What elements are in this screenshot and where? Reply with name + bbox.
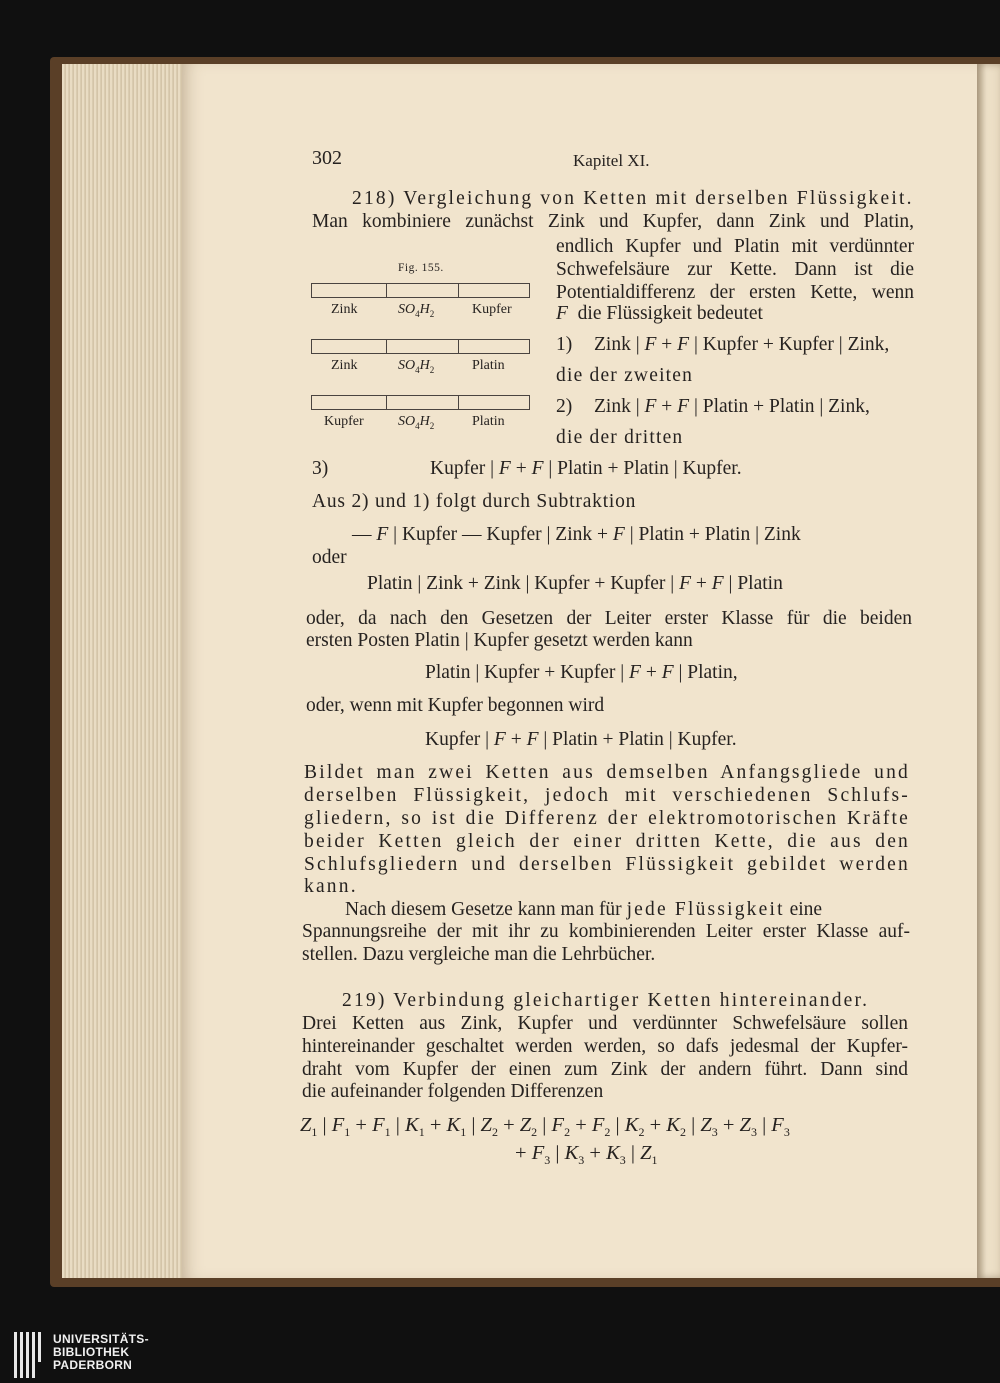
formula-subscript: 2: [564, 1125, 571, 1140]
formula-operator: +: [717, 1114, 740, 1136]
figure-label-right: Platin: [472, 358, 505, 373]
formula-variable: Z: [700, 1114, 712, 1136]
next-page-edge: [977, 64, 1000, 1278]
formula-operator: +: [424, 1114, 447, 1136]
library-logo-icon: [14, 1332, 40, 1378]
formula-variable: Z: [480, 1114, 492, 1136]
rule-line: Bildet man zwei Ketten aus demselben Anfangsgliede und: [304, 762, 910, 783]
rule-line: kann.: [304, 876, 358, 897]
formula-operator: |: [317, 1114, 332, 1136]
text-line: Potentialdifferenz der ersten Kette, wenn: [556, 282, 914, 303]
text-line: oder, wenn mit Kupfer begonnen wird: [306, 695, 605, 716]
formula-operator: +: [350, 1114, 373, 1136]
formula-subscript: 3: [619, 1153, 626, 1168]
equation-7: Kupfer | F + F | Platin + Platin | Kupfer.: [425, 729, 737, 750]
figure-label-mid: $SO_4H_2$: [398, 414, 435, 431]
formula-operator: |: [685, 1114, 701, 1136]
formula-operator: |: [390, 1114, 405, 1136]
formula-subscript: 3: [578, 1153, 585, 1168]
text-line: Schwefelsäure zur Kette. Dann ist die: [556, 259, 914, 280]
formula-operator: +: [584, 1142, 607, 1164]
formula-subscript: 1: [344, 1125, 351, 1140]
rule-line: gliedern, so ist die Differenz der elektromotorischen Kräfte: [304, 808, 910, 829]
text-line: stellen. Dazu vergleiche man die Lehrbücher.: [302, 944, 656, 965]
figure-label-mid: $SO_4H_2$: [398, 358, 435, 375]
equation-1: Zink | F + F | Kupfer + Kupfer | Zink,: [594, 334, 890, 355]
series-formula-line-1: [300, 1114, 790, 1144]
text-fragment: die Flüssigkeit bedeutet: [577, 303, 763, 324]
logo-text-line: PADERBORN: [53, 1358, 133, 1372]
formula-subscript: 1: [384, 1125, 391, 1140]
formula-subscript: 3: [544, 1153, 551, 1168]
formula-operator: +: [515, 1142, 532, 1164]
formula-operator: +: [497, 1114, 520, 1136]
formula-operator: |: [537, 1114, 552, 1136]
formula-variable: F: [771, 1114, 784, 1136]
formula-subscript: 2: [604, 1125, 611, 1140]
figure-label-left: Zink: [331, 358, 358, 373]
rule-line: Schlufsgliedern und derselben Flüssigkeit gebildet werden: [304, 854, 910, 875]
equation-2: Zink | F + F | Platin + Platin | Zink,: [594, 396, 870, 417]
formula-subscript: 2: [491, 1125, 498, 1140]
formula-subscript: 3: [783, 1125, 790, 1140]
formula-variable: K: [606, 1142, 620, 1164]
text-line: Drei Ketten aus Zink, Kupfer und verdünnter Schwefelsäure sollen: [302, 1013, 908, 1034]
cell-diagram: [311, 283, 530, 298]
formula-subscript: 3: [750, 1125, 757, 1140]
equation-5: Platin | Zink + Zink | Kupfer + Kupfer | F + F | Platin: [367, 573, 783, 594]
formula-subscript: 1: [418, 1125, 425, 1140]
formula-variable: K: [405, 1114, 419, 1136]
formula-variable: Z: [519, 1114, 532, 1136]
formula-operator: +: [644, 1114, 667, 1136]
figure-label-right: Kupfer: [472, 302, 512, 317]
formula-variable: K: [624, 1114, 639, 1136]
formula-operator: |: [756, 1114, 772, 1136]
equation-6: Platin | Kupfer + Kupfer | F + F | Platin,: [425, 662, 738, 683]
equation-3: Kupfer | F + F | Platin + Platin | Kupfer.: [430, 458, 742, 479]
section-218-heading: 218) Vergleichung von Ketten mit derselben Flüssigkeit.: [352, 188, 914, 209]
formula-subscript: 1: [651, 1153, 658, 1168]
text-line: hintereinander geschaltet werden werden, so dafs jedesmal der Kupfer-: [302, 1036, 908, 1057]
formula-operator: +: [570, 1114, 592, 1136]
figure-caption: Fig. 155.: [398, 262, 444, 274]
equation-label: 2): [556, 396, 573, 417]
text-line: oder: [312, 547, 347, 568]
formula-subscript: 1: [311, 1125, 318, 1140]
chapter-title: Kapitel XI.: [573, 151, 650, 170]
formula-variable: F: [331, 1114, 345, 1136]
variable-F: F: [556, 303, 568, 324]
figure-label-mid: $SO_4H_2$: [398, 302, 435, 319]
formula-variable: Z: [739, 1114, 751, 1136]
text-line: Aus 2) und 1) folgt durch Subtraktion: [312, 491, 637, 512]
page-edges: [62, 64, 183, 1278]
equation-4: — F | Kupfer — Kupfer | Zink + F | Platin + Platin | Zink: [352, 524, 801, 545]
cell-diagram: [311, 339, 530, 354]
logo-text-line: UNIVERSITÄTS-: [53, 1332, 149, 1346]
formula-variable: F: [372, 1114, 385, 1136]
formula-variable: F: [591, 1114, 605, 1136]
cell-diagram: [311, 395, 530, 410]
text-line: draht vom Kupfer der einen zum Zink der andern führt. Dann sind: [302, 1059, 908, 1080]
figure-label-left: Zink: [331, 302, 358, 317]
text-line: Man kombiniere zunächst Zink und Kupfer, dann Zink und Platin,: [312, 211, 914, 232]
rule-line: derselben Flüssigkeit, jedoch mit verschiedenen Schlufs-: [304, 785, 910, 806]
formula-operator: |: [625, 1142, 641, 1164]
formula-subscript: 2: [679, 1125, 686, 1140]
section-219-heading: 219) Verbindung gleichartiger Ketten hintereinander.: [342, 990, 870, 1011]
formula-variable: K: [666, 1114, 680, 1136]
formula-variable: K: [446, 1114, 461, 1136]
text-line: die aufeinander folgenden Differenzen: [302, 1081, 604, 1102]
logo-text-line: BIBLIOTHEK: [53, 1345, 130, 1359]
page-number: 302: [312, 147, 342, 169]
formula-variable: F: [531, 1142, 545, 1164]
formula-operator: |: [466, 1114, 481, 1136]
figure-label-left: Kupfer: [324, 414, 364, 429]
formula-subscript: 2: [638, 1125, 645, 1140]
formula-variable: Z: [640, 1142, 652, 1164]
equation-label: 3): [312, 458, 329, 479]
series-formula-line-2: [515, 1142, 658, 1172]
equation-label: 1): [556, 334, 573, 355]
formula-subscript: 1: [460, 1125, 467, 1140]
formula-subscript: 2: [531, 1125, 538, 1140]
figure-label-right: Platin: [472, 414, 505, 429]
text-line: oder, da nach den Gesetzen der Leiter erster Klasse für die beiden: [306, 608, 912, 629]
formula-operator: |: [610, 1114, 625, 1136]
formula-variable: F: [551, 1114, 565, 1136]
rule-line: beider Ketten gleich der einer dritten Kette, die aus den: [304, 831, 910, 852]
text-line: ersten Posten Platin | Kupfer gesetzt werden kann: [306, 630, 693, 651]
text-line: Spannungsreihe der mit ihr zu kombinierenden Leiter erster Klasse auf-: [302, 921, 910, 942]
text-line: endlich Kupfer und Platin mit verdünnter: [556, 236, 914, 257]
formula-operator: |: [550, 1142, 565, 1164]
text-line: [556, 302, 763, 325]
formula-variable: K: [564, 1142, 579, 1164]
formula-variable: Z: [300, 1114, 312, 1136]
text-line: die der zweiten: [556, 365, 694, 386]
formula-subscript: 3: [711, 1125, 718, 1140]
text-line: Nach diesem Gesetze kann man für jede Flüssigkeit eine: [345, 899, 823, 920]
text-line: die der dritten: [556, 427, 684, 448]
